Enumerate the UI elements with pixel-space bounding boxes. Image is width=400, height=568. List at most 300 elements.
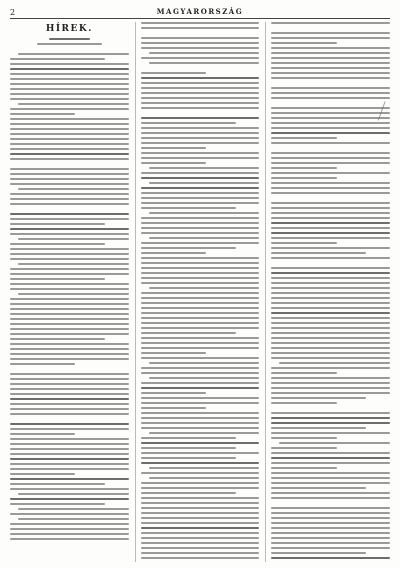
text-line [18,53,129,55]
text-line [141,447,236,449]
text-line [271,212,390,214]
text-line [18,238,129,240]
text-line [279,442,390,444]
text-line [141,252,206,254]
text-line [10,413,129,415]
text-line [141,207,236,209]
text-line [141,282,260,284]
text-line [10,63,129,65]
text-line [271,37,390,39]
text-line [141,262,260,264]
text-line [141,317,260,319]
text-line [271,452,390,454]
text-line [141,407,206,409]
text-line [271,107,390,109]
text-line [10,468,129,470]
text-line [10,273,129,275]
text-line [271,57,390,59]
text-line [271,237,390,239]
text-line [10,143,129,145]
text-line [271,402,336,404]
text-line [10,513,129,515]
text-line [149,52,260,54]
text-line [10,488,129,490]
text-line [271,537,390,539]
text-line [141,352,206,354]
column-heading: HÍREK. [45,24,93,34]
text-line [149,477,260,479]
text-line [271,307,390,309]
text-line [10,343,129,345]
text-line [141,422,260,424]
text-line [10,108,129,110]
text-line [271,557,390,559]
text-line [141,257,260,259]
text-line [18,508,129,510]
column-1 [10,22,129,562]
text-line [271,432,390,434]
text-line [141,552,260,554]
text-line [10,463,129,465]
text-line [10,388,129,390]
text-line [141,122,236,124]
text-line [10,308,129,310]
text-line [279,362,390,364]
text-line [10,448,129,450]
text-line [141,147,206,149]
text-line [10,98,129,100]
text-line [10,423,129,425]
text-line [271,317,390,319]
text-line [141,372,260,374]
text-line [271,92,390,94]
text-line [10,213,129,215]
text-line [10,133,129,135]
text-line [271,42,336,44]
page-number: 2 [10,7,16,17]
text-line [18,103,129,105]
text-line [141,37,260,39]
text-line [141,87,260,89]
text-line [141,337,260,339]
text-line [271,62,390,64]
text-line [10,228,129,230]
text-line [271,257,390,259]
text-line [141,427,260,429]
text-line [141,292,260,294]
text-line [141,117,260,119]
text-line [271,382,390,384]
text-line [271,122,390,124]
text-line [271,497,390,499]
text-line [10,248,129,250]
text-line [141,497,260,499]
text-line [141,452,260,454]
text-line [271,322,390,324]
text-line [149,182,260,184]
text-line [141,242,260,244]
text-line [141,387,260,389]
text-line [141,532,260,534]
text-line [271,252,366,254]
text-line [271,222,390,224]
text-line [271,342,390,344]
text-line [141,307,260,309]
text-line [141,27,260,29]
text-columns [10,22,390,562]
text-line [141,527,260,529]
text-line [271,527,390,529]
text-line [271,437,336,439]
column-3 [265,22,390,562]
text-line [18,493,129,495]
page-header [10,6,390,19]
text-line [149,432,260,434]
text-line [271,367,390,369]
text-line [271,112,390,114]
text-line [141,547,260,549]
text-line [141,462,260,464]
text-line [10,278,105,280]
text-line [271,377,390,379]
text-line [141,322,260,324]
text-line [141,347,260,349]
text-line [141,107,260,109]
text-line [271,487,366,489]
text-line [10,533,129,535]
text-line [271,117,390,119]
text-line [271,507,390,509]
text-line [10,378,129,380]
text-line [10,333,129,335]
text-line [149,377,260,379]
text-line [271,372,336,374]
text-line [10,158,129,160]
text-line [141,202,260,204]
text-line [10,173,129,175]
text-line [271,552,366,554]
text-line [141,342,260,344]
text-line [141,72,206,74]
text-line [141,187,260,189]
text-line [10,193,129,195]
text-line [10,483,105,485]
text-line [141,102,260,104]
text-line [271,447,336,449]
text-line [141,157,260,159]
text-line [271,512,390,514]
text-line [271,457,390,459]
text-line [10,93,129,95]
text-line [10,148,129,150]
text-line [141,232,260,234]
text-line [141,227,260,229]
text-line [141,172,260,174]
text-line [18,293,129,295]
text-line [10,58,105,60]
masthead: MAGYARORSZÁG [156,7,244,16]
text-line [271,157,390,159]
text-line [141,297,260,299]
text-line [10,323,129,325]
text-line [149,237,260,239]
text-line [10,348,129,350]
text-line [271,297,390,299]
column-2 [135,22,260,562]
text-line [271,397,366,399]
text-line [10,353,129,355]
text-line [141,97,260,99]
text-line [271,282,390,284]
text-line [10,78,129,80]
text-line [271,517,390,519]
text-block [271,22,390,559]
text-line [271,182,390,184]
text-line [10,498,129,500]
text-line [271,242,336,244]
text-line [10,453,129,455]
text-line [271,247,390,249]
text-line [149,212,260,214]
text-line [10,198,129,200]
text-line [10,373,129,375]
text-line [141,507,260,509]
text-line [141,247,236,249]
text-line [10,458,129,460]
text-line [10,523,129,525]
text-line [10,358,129,360]
text-line [271,187,390,189]
text-line [10,478,129,480]
text-line [141,522,260,524]
text-line [149,362,260,364]
text-line [141,217,260,219]
text-line [141,272,260,274]
text-line [141,137,260,139]
text-line [141,82,260,84]
text-line [141,537,260,539]
text-line [10,253,129,255]
text-line [10,363,75,365]
text-line [271,492,390,494]
text-line [10,393,129,395]
text-line [271,347,390,349]
text-line [141,457,236,459]
text-line [10,528,129,530]
text-line [10,118,129,120]
text-line [271,67,390,69]
text-block [141,22,260,559]
text-line [271,467,336,469]
text-line [10,283,129,285]
text-line [271,162,390,164]
text-line [149,467,260,469]
text-line [271,132,390,134]
text-line [141,312,260,314]
text-line [271,47,390,49]
text-line [10,223,105,225]
text-line [271,292,390,294]
text-line [141,492,236,494]
text-line [141,42,260,44]
text-line [271,522,390,524]
text-line [271,77,390,79]
text-line [271,542,390,544]
text-line [10,203,129,205]
text-line [10,178,129,180]
text-line [271,207,390,209]
text-line [271,172,390,174]
text-line [141,327,260,329]
text-line [271,272,390,274]
text-line [141,367,260,369]
text-line [10,443,129,445]
text-line [141,77,260,79]
text-line [271,137,336,139]
text-line [271,422,390,424]
text-line [10,318,129,320]
text-line [271,287,390,289]
text-line [271,352,390,354]
text-line [10,168,129,170]
text-line [271,277,390,279]
text-line [10,218,129,220]
text-line [10,428,129,430]
text-line [10,73,129,75]
text-line [271,417,390,419]
text-line [141,517,260,519]
text-line [141,92,260,94]
text-line [271,232,390,234]
text-line [271,52,390,54]
text-line [10,408,129,410]
text-line [271,22,390,24]
text-line [271,87,390,89]
text-line [271,267,390,269]
text-line [271,192,390,194]
text-line [141,277,260,279]
text-line [10,433,75,435]
text-line [149,62,260,64]
text-block [10,53,129,540]
text-line [271,357,390,359]
text-line [141,397,260,399]
text-line [141,417,260,419]
text-line [271,72,390,74]
text-line [18,518,129,520]
text-line [10,403,129,405]
text-line [141,192,260,194]
text-line [18,263,129,265]
text-line [141,437,236,439]
text-line [10,88,129,90]
text-line [141,152,260,154]
text-line [141,177,260,179]
text-line [141,197,260,199]
text-line [271,142,390,144]
text-line [10,68,129,70]
text-line [271,472,390,474]
text-line [10,503,105,505]
text-line [141,557,260,559]
text-line [141,57,260,59]
text-line [10,338,105,340]
text-line [10,83,129,85]
text-line [141,132,260,134]
text-line [10,153,129,155]
text-line [271,387,390,389]
text-line [271,32,390,34]
text-line [10,123,129,125]
text-line [10,398,129,400]
text-line [271,547,390,549]
text-line [271,532,390,534]
text-line [10,383,129,385]
text-line [10,438,129,440]
text-line [10,303,129,305]
text-line [271,152,390,154]
text-line [271,217,390,219]
text-line [141,502,260,504]
text-line [271,477,390,479]
text-line [141,267,260,269]
text-line [10,298,129,300]
text-line [141,302,260,304]
text-line [271,127,390,129]
text-line [10,183,129,185]
text-line [141,402,260,404]
text-line [271,327,390,329]
text-line [10,138,129,140]
subheading-placeholder [37,43,102,45]
text-line [10,113,75,115]
text-line [141,542,260,544]
text-line [141,442,260,444]
text-line [141,382,260,384]
text-line [10,538,129,540]
text-line [141,142,260,144]
text-line [149,167,260,169]
text-line [271,302,390,304]
text-line [271,202,390,204]
text-line [271,427,366,429]
text-line [10,288,129,290]
text-line [271,482,390,484]
text-line [10,473,75,475]
text-line [10,233,129,235]
text-line [271,392,390,394]
text-line [141,487,260,489]
text-line [141,472,260,474]
text-line [271,412,390,414]
text-line [10,328,129,330]
text-line [141,162,206,164]
text-line [141,412,260,414]
text-line [141,332,236,334]
text-line [271,97,390,99]
text-line [141,482,260,484]
text-line [271,337,390,339]
text-line [10,258,129,260]
text-line [141,512,260,514]
text-line [10,268,129,270]
text-line [271,167,336,169]
text-line [18,188,129,190]
text-line [271,227,390,229]
text-line [271,177,336,179]
text-line [141,22,260,24]
text-line [149,287,260,289]
